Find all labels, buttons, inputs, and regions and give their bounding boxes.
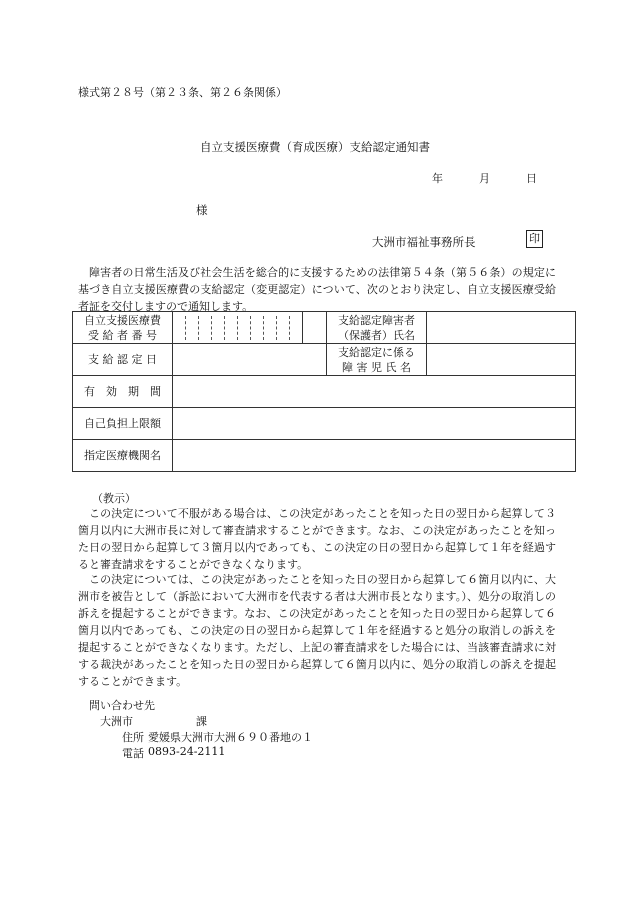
intro-paragraph: 障害者の日常生活及び社会生活を総合的に支援するための法律第５４条（第５６条）の規定に基づき自立支援医療費の支給認定（変更認定）について、次のとおり決定し、自立支援医療受給者証を交付しますので通知します。 [78,266,556,313]
contact-phone: 0893-24-2111 [148,745,226,758]
document-title: 自立支援医療費（育成医療）支給認定通知書 [200,140,430,154]
label-line: 自立支援医療費 [84,313,161,327]
child-name-value [427,344,576,376]
contact-address: 愛媛県大洲市大洲６９０番地の１ [148,731,313,744]
guardian-name-value [427,312,576,344]
notice-paragraph-appeal: この決定について不服がある場合は、この決定があったことを知った日の翌日から起算して３箇月以内に大洲市長に対して審査請求することができます。なお、この決定があったことを知った日の翌日から起算して３箇月以内であっても、この決定の日の翌日から起算して１年を経過すると審査請求をすることができなくなります。 [78,507,556,571]
date-month: 月 [479,172,490,185]
label-line: （保護者）氏名 [338,328,415,342]
copay-limit-label: 自己負担上限額 [73,408,173,440]
date-day: 日 [526,172,537,185]
validity-period-label: 有 効 期 間 [73,376,173,408]
recipient-number-label [73,312,173,344]
contact-department-suffix: 課 [196,715,207,728]
certification-date-label: 支 給 認 定 日 [73,344,173,376]
issuer-name: 大洲市福祉事務所長 [372,235,476,249]
contact-city: 大洲市 [100,715,133,728]
copay-limit-value [173,408,576,440]
validity-period-value [173,376,576,408]
label-line: 障 害 児 氏 名 [342,360,411,374]
seal-stamp: 印 [526,230,543,248]
medical-institution-value [173,440,576,472]
table-row [73,376,576,408]
certificate-table [72,311,576,472]
form-number: 様式第２８号（第２３条、第２６条関係） [78,86,287,99]
blank-cell [303,312,327,344]
guardian-name-label [327,312,427,344]
contact-heading: 問い合わせ先 [89,699,155,712]
child-name-label [327,344,427,376]
table-row [73,408,576,440]
notice-heading: （教示） [92,492,136,505]
label-line: 支給認定障害者 [338,313,415,327]
label-line: 支給認定に係る [338,345,415,359]
medical-institution-label: 指定医療機関名 [73,440,173,472]
contact-address-label: 住所 [122,731,144,744]
recipient-number-cell [173,312,303,344]
label-line: 受 給 者 番 号 [88,328,157,342]
table-row [73,344,576,376]
table-row [73,440,576,472]
contact-phone-label: 電話 [122,747,144,760]
notice-paragraph-lawsuit: この決定については、この決定があったことを知った日の翌日から起算して６箇月以内に、大洲市を被告として（訴訟において大洲市を代表する者は大洲市長となります。）、処分の取消しの訴えを提起することができます。なお、この決定があったことを知った日の翌日から起算して６箇月以内であっても、この決定の日の翌日から起算して１年を経過すると処分の取消しの訴えを提起することができなくなります。ただし、上記の審査請求をした場合には、当該審査請求に対する裁決があったことを知った日の翌日から起算して６箇月以内に、処分の取消しの訴えを提起することができます。 [78,573,556,688]
table-row [73,312,576,344]
recipient-number-digit-boxes [173,313,302,343]
date-line [432,170,537,186]
date-year: 年 [432,172,443,185]
addressee-suffix: 様 [196,203,208,217]
certification-date-value [173,344,327,376]
